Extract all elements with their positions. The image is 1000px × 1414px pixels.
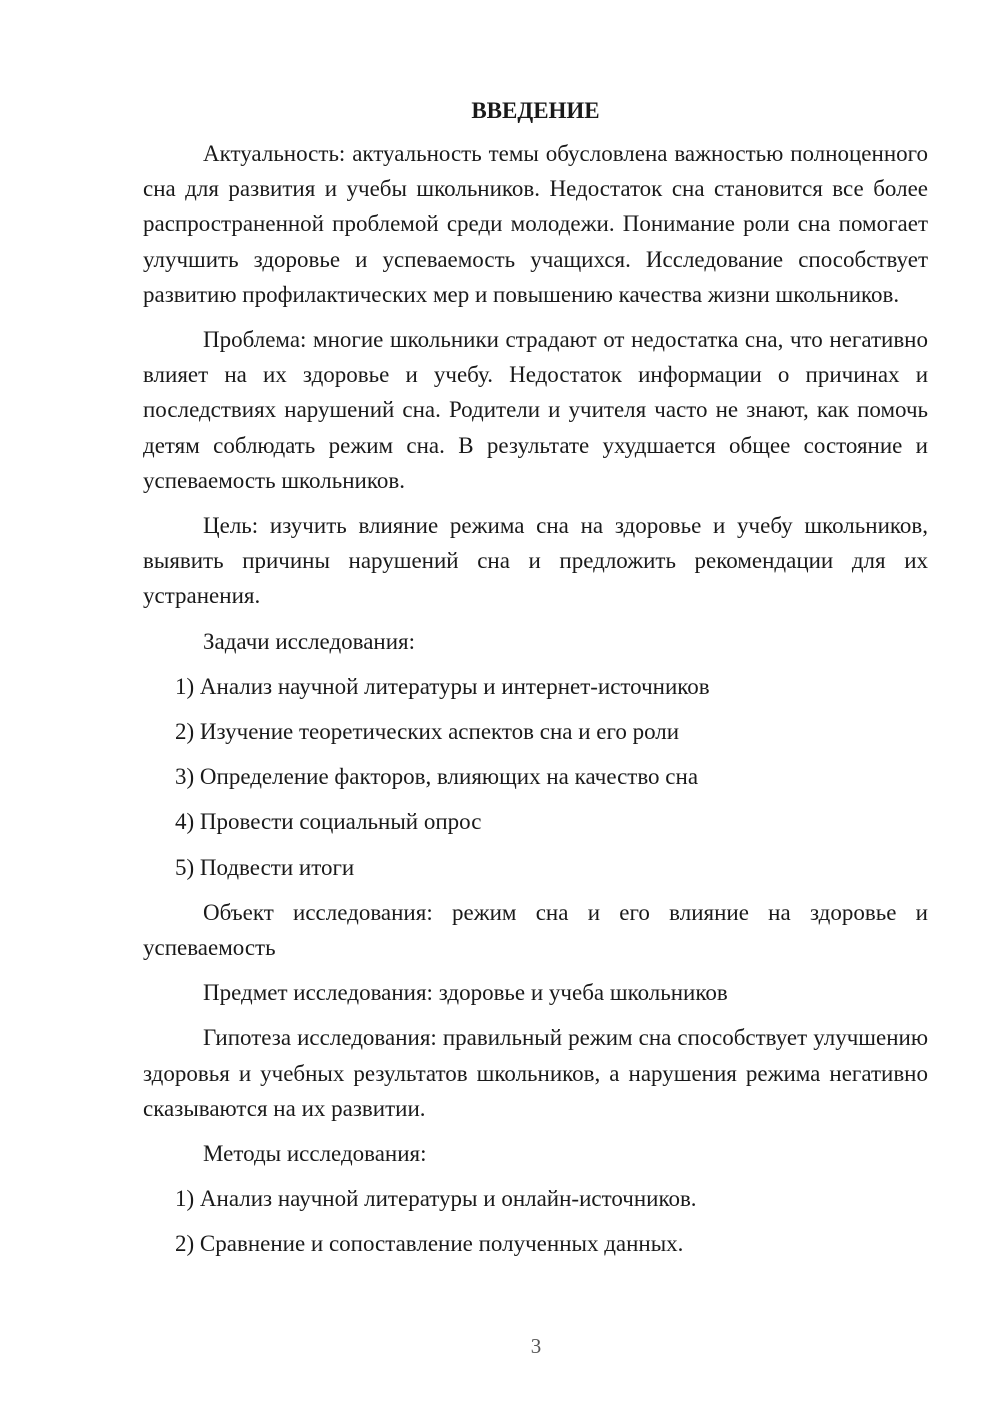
task-item-1: 1) Анализ научной литературы и интернет-источников [175, 673, 710, 699]
page-number: 3 [530, 1334, 542, 1358]
task-item-3: 3) Определение факторов, влияющих на качество сна [175, 764, 699, 790]
method-item-2: 2) Сравнение и сопоставление полученных данных. [175, 1231, 684, 1257]
page-title: ВВЕДЕНИЕ [471, 98, 600, 123]
hypothesis-paragraph: Гипотеза исследования: правильный режим сна способствует улучшению здоровья и учебных результатов школьников, а нарушения режима негативно сказываются на их развитии. [143, 1025, 928, 1121]
task-item-5: 5) Подвести итоги [175, 854, 355, 880]
goal-paragraph: Цель: изучить влияние режима сна на здоровье и учебу школьников, выявить причины нарушений сна и предложить рекомендации для их устранения. [143, 513, 928, 609]
method-item-1: 1) Анализ научной литературы и онлайн-источников. [175, 1186, 697, 1212]
object-paragraph: Объект исследования: режим сна и его влияние на здоровье и успеваемость [143, 899, 928, 961]
relevance-paragraph: Актуальность: актуальность темы обусловлена важностью полноценного сна для развития и учебы школьников. Недостаток сна становится все более распространенной проблемой среди молодежи. Понимание роли сна помогает улучшить здоровье и успеваемость учащихся. Исследование способствует развитию профилактических мер и повышению качества жизни школьников. [143, 141, 928, 307]
task-item-2: 2) Изучение теоретических аспектов сна и его роли [175, 719, 680, 745]
problem-paragraph: Проблема: многие школьники страдают от недостатка сна, что негативно влияет на их здоровье и учебу. Недостаток информации о причинах и последствиях нарушений сна. Родители и учителя часто не знают, как помочь детям соблюдать режим сна. В результате ухудшается общее состояние и успеваемость школьников. [143, 327, 928, 493]
task-item-4: 4) Провести социальный опрос [175, 809, 482, 835]
tasks-heading: Задачи исследования: [203, 628, 416, 654]
methods-heading: Методы исследования: [203, 1141, 427, 1167]
page-content [143, 96, 928, 1272]
subject-paragraph: Предмет исследования: здоровье и учеба школьников [203, 980, 728, 1006]
